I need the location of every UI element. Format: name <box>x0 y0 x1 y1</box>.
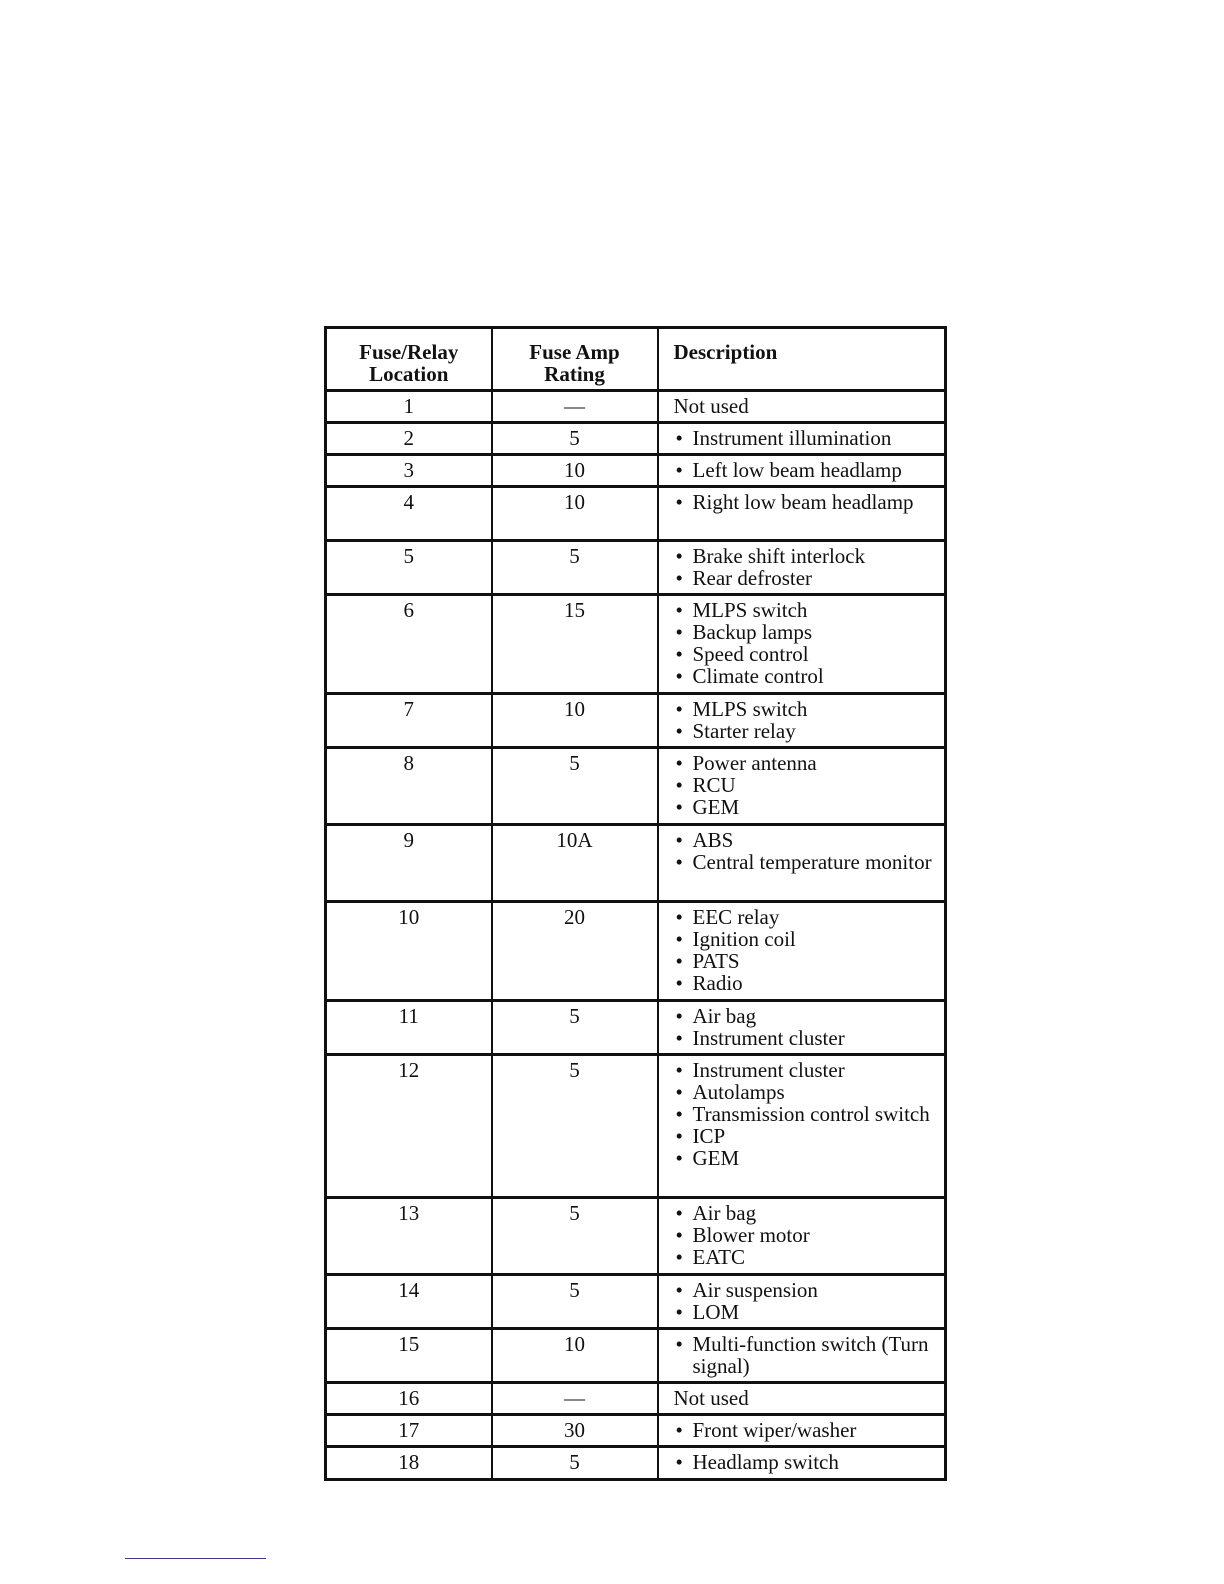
table-row <box>326 455 946 487</box>
table-body <box>326 391 946 1480</box>
header-rating-line1: Fuse Amp <box>529 340 620 364</box>
fuse-amp-rating: 30 <box>492 1415 658 1447</box>
table-header <box>326 328 946 391</box>
table-row <box>326 1275 946 1329</box>
description-item: • Rear defroster <box>674 567 941 589</box>
description-list <box>674 698 941 742</box>
fuse-amp-rating: 5 <box>492 423 658 455</box>
description-item: • LOM <box>674 1301 941 1323</box>
fuse-amp-rating: — <box>492 1383 658 1415</box>
fuse-description <box>658 595 946 694</box>
table-row <box>326 1198 946 1275</box>
description-list <box>674 427 941 449</box>
description-list <box>674 1279 941 1323</box>
fuse-location: 13 <box>326 1198 492 1275</box>
description-item: • RCU <box>674 774 941 796</box>
description-item: • Climate control <box>674 665 941 687</box>
table-row <box>326 423 946 455</box>
fuse-location: 4 <box>326 487 492 541</box>
table-row <box>326 825 946 902</box>
fuse-description <box>658 825 946 902</box>
fuse-amp-rating: 10 <box>492 455 658 487</box>
description-item: • Central temperature monitor <box>674 851 941 873</box>
fuse-description <box>658 1198 946 1275</box>
description-item: • GEM <box>674 796 941 818</box>
description-item: • Headlamp switch <box>674 1451 941 1473</box>
table-row <box>326 1001 946 1055</box>
description-item: • Air suspension <box>674 1279 941 1301</box>
fuse-description <box>658 541 946 595</box>
fuse-location: 2 <box>326 423 492 455</box>
table-row <box>326 694 946 748</box>
table-row <box>326 1383 946 1415</box>
fuse-description <box>658 748 946 825</box>
description-list <box>674 1005 941 1049</box>
description-item: • Radio <box>674 972 941 994</box>
fuse-description <box>658 1001 946 1055</box>
description-item: • Backup lamps <box>674 621 941 643</box>
table-row <box>326 748 946 825</box>
description-list <box>674 829 941 873</box>
fuse-location: 14 <box>326 1275 492 1329</box>
fuse-description <box>658 1275 946 1329</box>
fuse-location: 9 <box>326 825 492 902</box>
fuse-location: 6 <box>326 595 492 694</box>
fuse-location: 17 <box>326 1415 492 1447</box>
fuse-location: 12 <box>326 1055 492 1198</box>
description-list <box>674 599 941 687</box>
description-item: • ABS <box>674 829 941 851</box>
table-row <box>326 1415 946 1447</box>
description-item: • MLPS switch <box>674 698 941 720</box>
fuse-description <box>658 1415 946 1447</box>
description-item: • Right low beam headlamp <box>674 491 941 513</box>
header-description: Description <box>658 328 946 391</box>
description-item: • EATC <box>674 1246 941 1268</box>
fuse-amp-rating: — <box>492 391 658 423</box>
description-list <box>674 1333 941 1377</box>
fuse-amp-rating: 15 <box>492 595 658 694</box>
description-item: • Multi-function switch (Turn signal) <box>674 1333 941 1377</box>
description-list <box>674 1419 941 1441</box>
fuse-amp-rating: 5 <box>492 1055 658 1198</box>
description-item: • MLPS switch <box>674 599 941 621</box>
fuse-location: 7 <box>326 694 492 748</box>
description-item: • Left low beam headlamp <box>674 459 941 481</box>
description-item: • Blower motor <box>674 1224 941 1246</box>
fuse-description <box>658 391 946 423</box>
fuse-amp-rating: 5 <box>492 541 658 595</box>
fuse-location: 5 <box>326 541 492 595</box>
fuse-location: 16 <box>326 1383 492 1415</box>
fuse-description <box>658 694 946 748</box>
fuse-location: 15 <box>326 1329 492 1383</box>
table-row <box>326 487 946 541</box>
table-row <box>326 595 946 694</box>
description-item: • Ignition coil <box>674 928 941 950</box>
footnote-rule <box>125 1558 266 1559</box>
description-list <box>674 545 941 589</box>
fuse-location: 1 <box>326 391 492 423</box>
fuse-location: 18 <box>326 1447 492 1480</box>
description-item: • Front wiper/washer <box>674 1419 941 1441</box>
fuse-amp-rating: 10 <box>492 487 658 541</box>
table-row <box>326 541 946 595</box>
fuse-relay-table <box>324 326 947 1481</box>
fuse-description <box>658 487 946 541</box>
fuse-description <box>658 1447 946 1480</box>
fuse-location: 10 <box>326 902 492 1001</box>
description-text: Not used <box>673 1386 749 1410</box>
description-item: • Transmission control switch <box>674 1103 941 1125</box>
fuse-amp-rating: 10A <box>492 825 658 902</box>
description-list <box>674 752 941 818</box>
header-rating <box>492 328 658 391</box>
description-list <box>674 491 941 513</box>
description-item: • Autolamps <box>674 1081 941 1103</box>
table-row <box>326 1055 946 1198</box>
description-item: • ICP <box>674 1125 941 1147</box>
table-row <box>326 1329 946 1383</box>
header-rating-line2: Rating <box>544 362 605 386</box>
fuse-description <box>658 455 946 487</box>
header-location-line1: Fuse/Relay <box>359 340 459 364</box>
description-item: • Instrument cluster <box>674 1027 941 1049</box>
fuse-description <box>658 423 946 455</box>
description-item: • GEM <box>674 1147 941 1169</box>
fuse-amp-rating: 10 <box>492 694 658 748</box>
description-item: • Brake shift interlock <box>674 545 941 567</box>
description-list <box>674 906 941 994</box>
fuse-amp-rating: 5 <box>492 1275 658 1329</box>
description-list <box>674 459 941 481</box>
description-list <box>674 1202 941 1268</box>
description-item: • Instrument cluster <box>674 1059 941 1081</box>
table-row <box>326 1447 946 1480</box>
description-list <box>674 1059 941 1169</box>
description-item: • Starter relay <box>674 720 941 742</box>
description-item: • Air bag <box>674 1202 941 1224</box>
description-item: • PATS <box>674 950 941 972</box>
fuse-location: 11 <box>326 1001 492 1055</box>
description-item: • Power antenna <box>674 752 941 774</box>
fuse-amp-rating: 10 <box>492 1329 658 1383</box>
fuse-amp-rating: 5 <box>492 748 658 825</box>
description-item: • Speed control <box>674 643 941 665</box>
description-text: Not used <box>673 394 749 418</box>
fuse-description <box>658 1383 946 1415</box>
header-location <box>326 328 492 391</box>
description-item: • Instrument illumination <box>674 427 941 449</box>
fuse-description <box>658 1055 946 1198</box>
fuse-amp-rating: 5 <box>492 1001 658 1055</box>
description-list <box>674 1451 941 1473</box>
fuse-amp-rating: 20 <box>492 902 658 1001</box>
table-row <box>326 902 946 1001</box>
fuse-description <box>658 902 946 1001</box>
fuse-location: 8 <box>326 748 492 825</box>
fuse-location: 3 <box>326 455 492 487</box>
fuse-amp-rating: 5 <box>492 1447 658 1480</box>
table-row <box>326 391 946 423</box>
description-item: • EEC relay <box>674 906 941 928</box>
header-location-line2: Location <box>369 362 449 386</box>
fuse-description <box>658 1329 946 1383</box>
description-item: • Air bag <box>674 1005 941 1027</box>
fuse-amp-rating: 5 <box>492 1198 658 1275</box>
